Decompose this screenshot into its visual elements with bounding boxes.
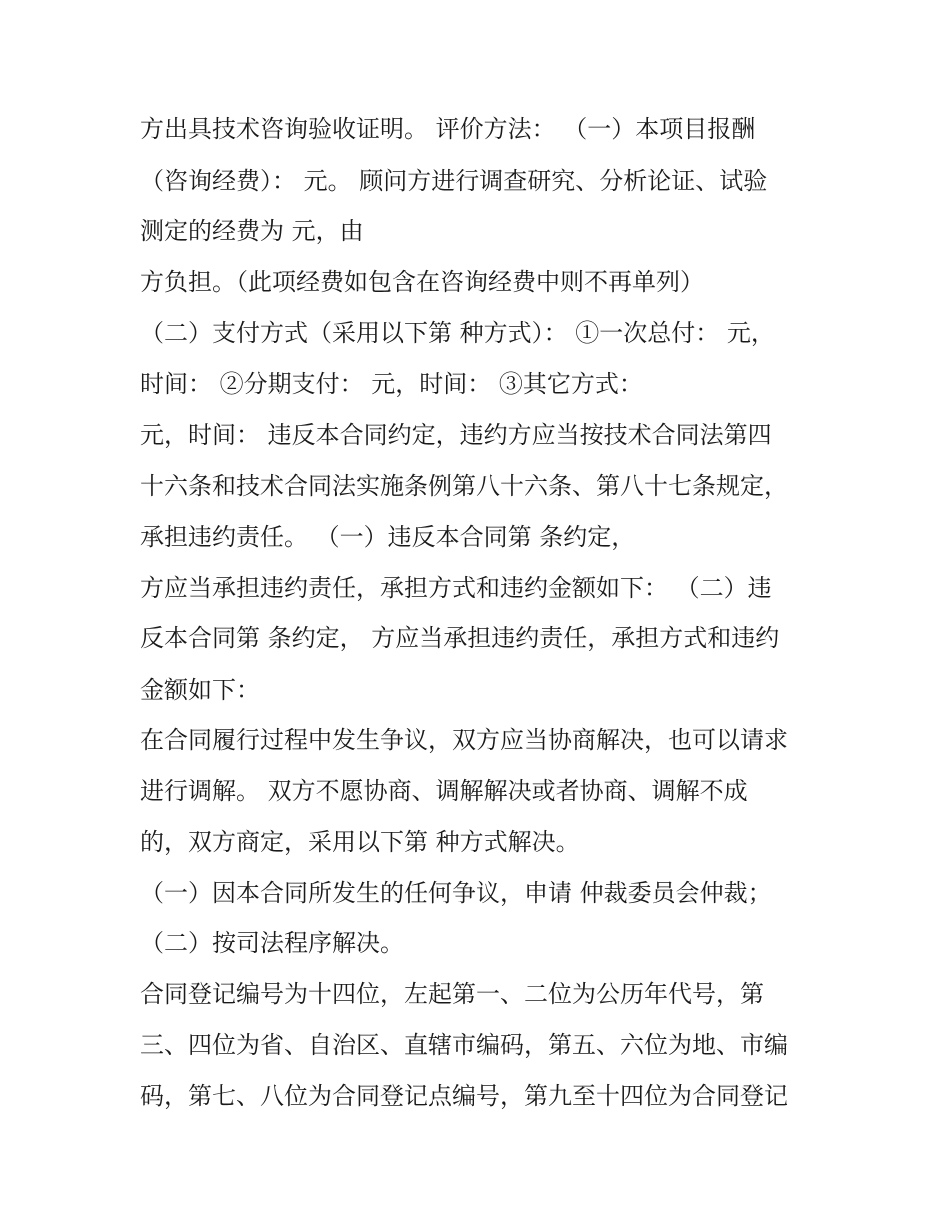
text-line: 合同登记编号为十四位，左起第一、二位为公历年代号，第: [140, 980, 764, 1008]
text-line: 方应当承担违约责任，承担方式和违约金额如下： （二）违: [140, 574, 772, 602]
text-line: （二）支付方式（采用以下第 种方式）： ①一次总付： 元，: [140, 319, 775, 347]
text-line: 方负担。（此项经费如包含在咨询经费中则不再单列）: [140, 268, 704, 296]
text-line: 进行调解。 双方不愿协商、调解解决或者协商、调解不成: [140, 777, 748, 805]
text-line: （咨询经费）： 元。 顾问方进行调查研究、分析论证、试验: [140, 167, 768, 195]
text-line: 三、四位为省、自治区、直辖市编码，第五、六位为地、市编: [140, 1031, 788, 1059]
text-line: 十六条和技术合同法实施条例第八十六条、第八十七条规定，: [140, 472, 788, 500]
text-line: 方出具技术咨询验收证明。 评价方法： （一）本项目报酬: [140, 115, 756, 143]
text-line: 的，双方商定，采用以下第 种方式解决。: [140, 828, 580, 856]
text-line: 在合同履行过程中发生争议，双方应当协商解决，也可以请求: [140, 726, 788, 754]
text-line: 金额如下：: [140, 676, 260, 704]
text-line: 承担违约责任。 （一）违反本合同第 条约定，: [140, 523, 636, 551]
text-line: 反本合同第 条约定， 方应当承担违约责任，承担方式和违约: [140, 624, 780, 652]
text-line: 码，第七、八位为合同登记点编号，第九至十四位为合同登记: [140, 1082, 788, 1110]
text-line: （一）因本合同所发生的任何争议，申请 仲裁委员会仲裁；: [140, 879, 772, 907]
text-line: 测定的经费为 元，由: [140, 217, 364, 245]
text-line: （二）按司法程序解决。: [140, 929, 404, 957]
text-line: 时间： ②分期支付： 元，时间： ③其它方式：: [140, 370, 643, 398]
text-line: 元，时间： 违反本合同约定，违约方应当按技术合同法第四: [140, 421, 772, 449]
